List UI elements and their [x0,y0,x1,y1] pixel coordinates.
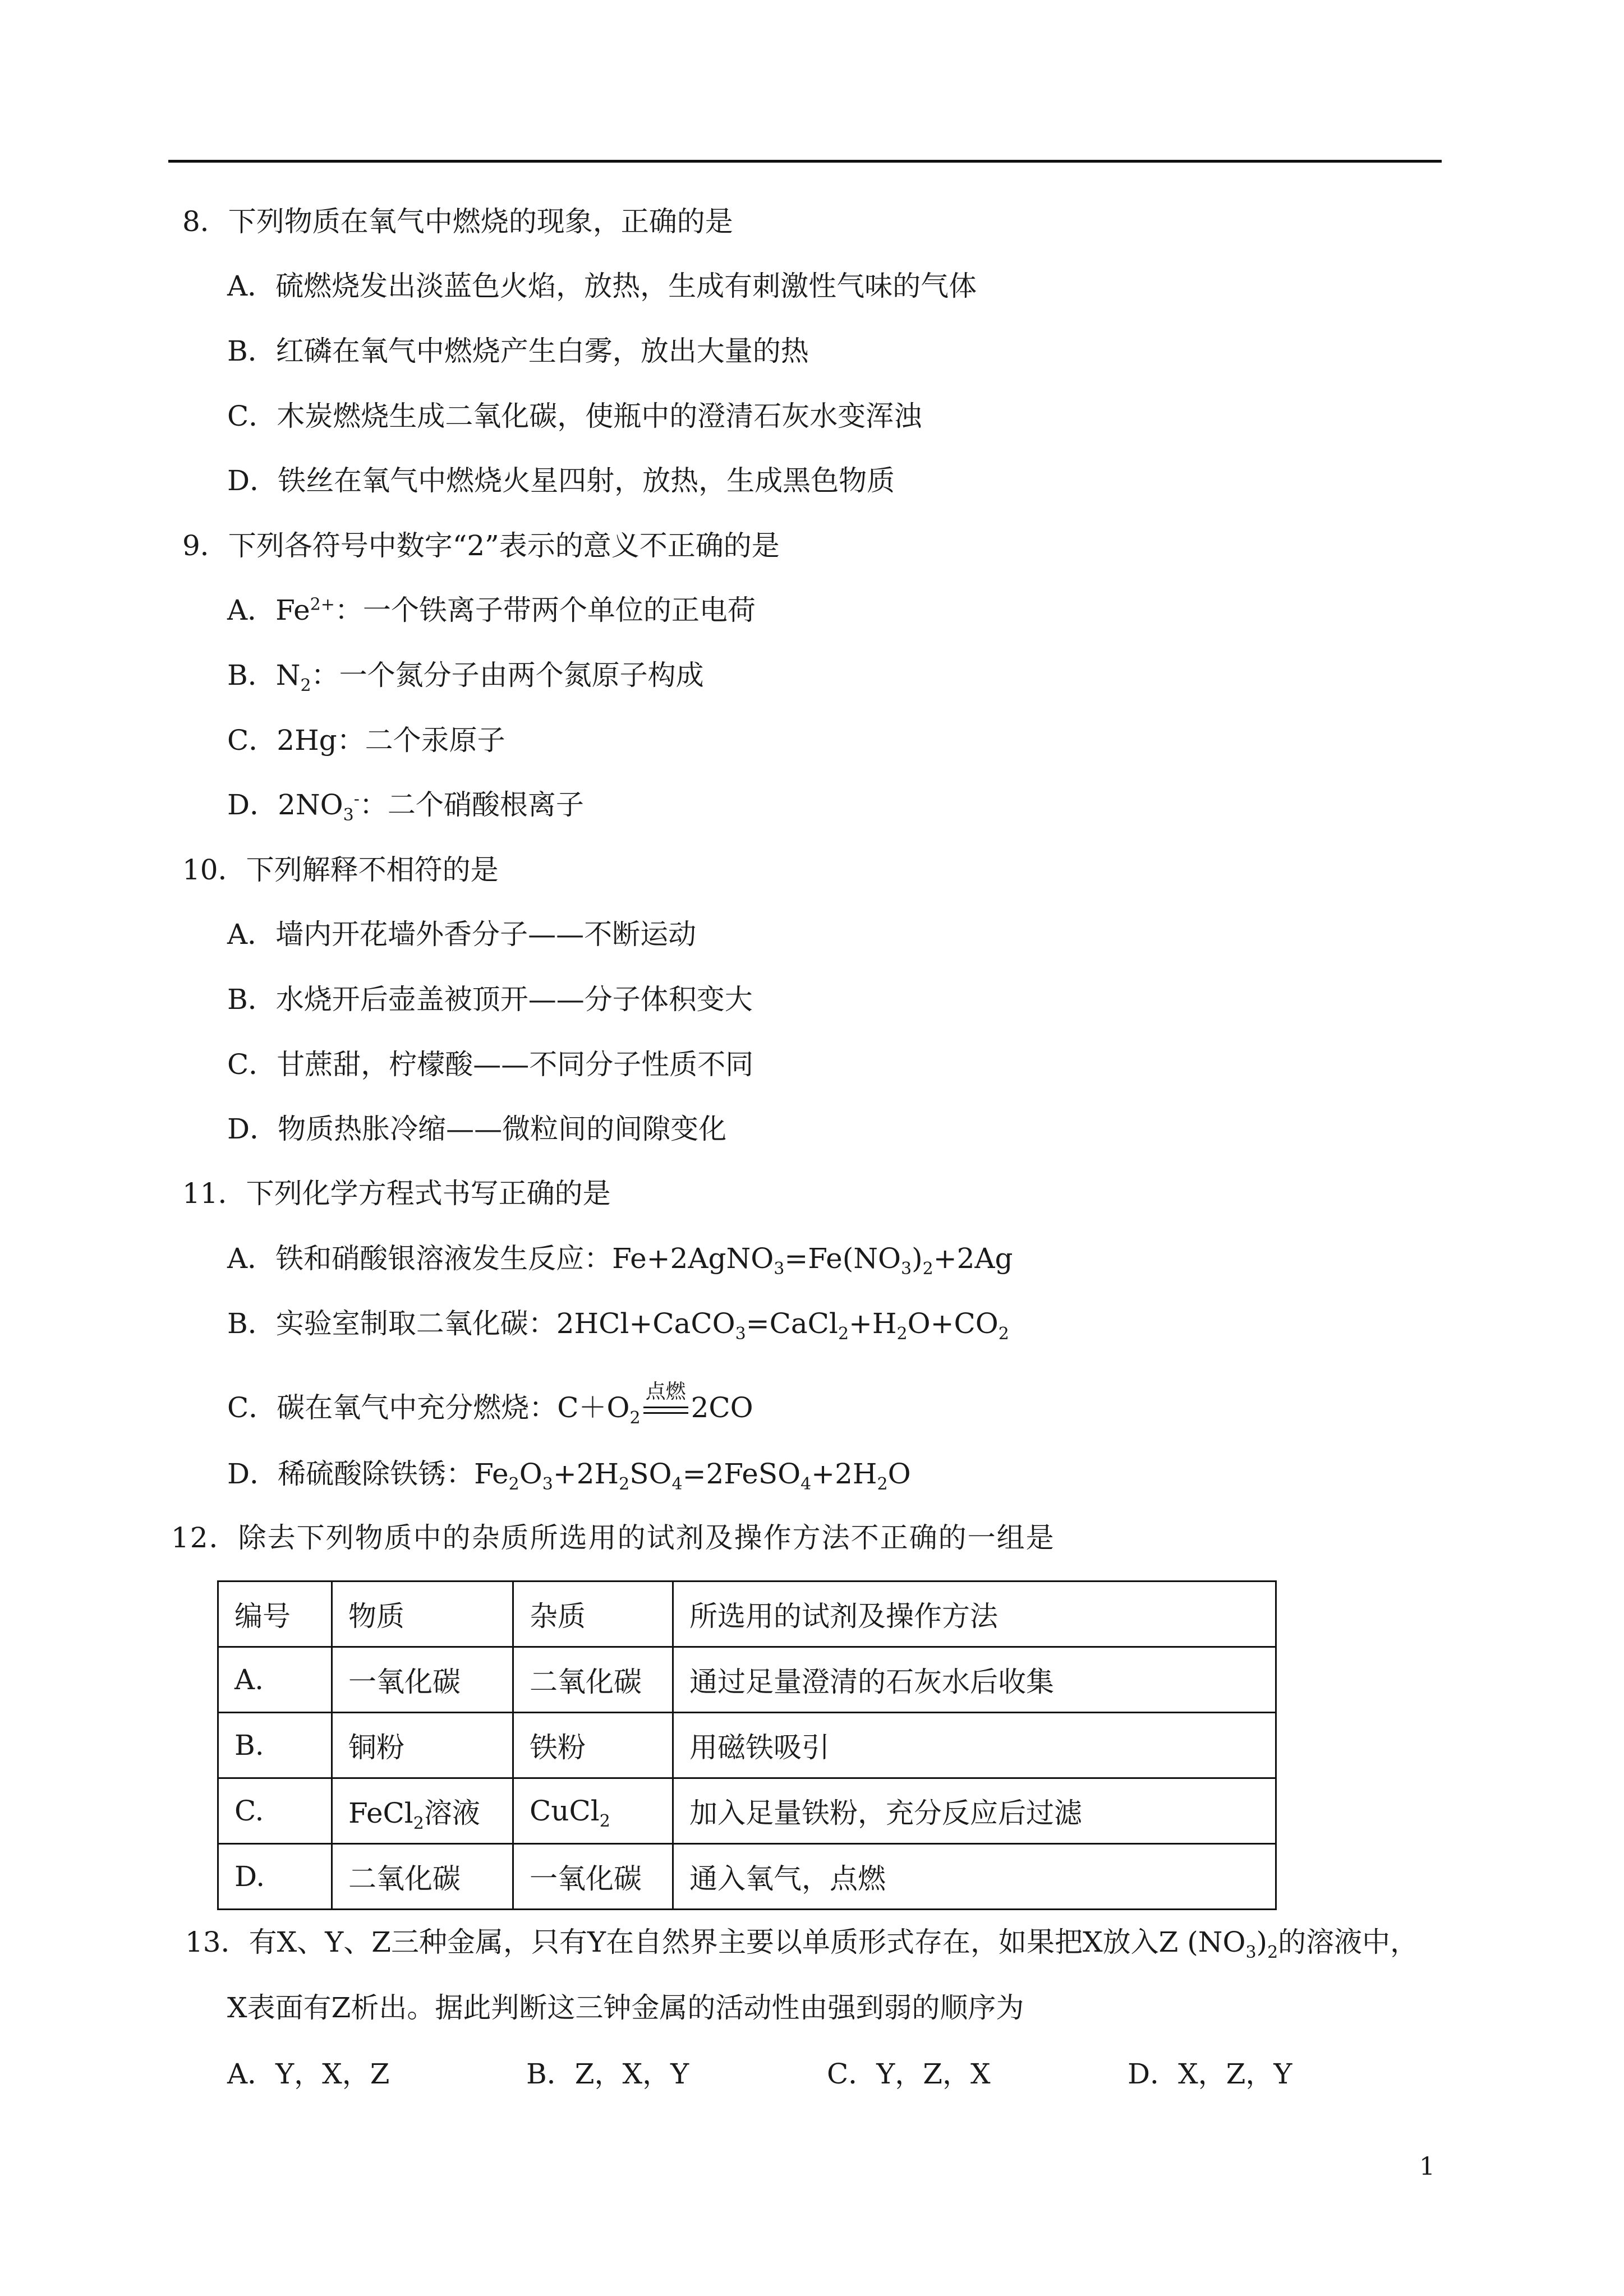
table-header-row [218,1582,1276,1647]
q13-choice-b: B．Z，X，Y [526,2058,689,2090]
q13-choice-d: D．X，Z，Y [1128,2058,1292,2090]
q8-option-d: D．铁丝在氧气中燃烧火星四射，放热，生成黑色物质 [227,464,895,497]
table-cell: FeCl$_2$溶液 [332,1778,513,1844]
table-cell: 加入足量铁粉，充分反应后过滤 [673,1778,1276,1844]
q9-option-a: A．$Fe^{2+}$：一个铁离子带两个单位的正电荷 [227,594,756,626]
table-cell: D. [218,1844,332,1910]
q13-stem-line2: X表面有Z析出。据此判断这三钟金属的活动性由强到弱的顺序为 [227,1991,1024,2024]
page-number: 1 [1419,2152,1435,2181]
table-cell: B. [218,1713,332,1778]
table-cell: 一氧化碳 [513,1844,673,1910]
table-cell: 铜粉 [332,1713,513,1778]
table-cell: CuCl$_2$ [513,1778,673,1844]
q11-option-d: D．稀硫酸除铁锈：$Fe_2O_3+2H_2SO_4=2FeSO_4+2H_2O$ [227,1458,911,1494]
q11-option-a: A．铁和硝酸银溶液发生反应：$Fe+2AgNO_3=Fe(NO_3)_2+2Ag$ [227,1242,1013,1279]
q9-option-d: D．$2NO_3^-$：二个硝酸根离子 [227,789,584,825]
table-cell: A. [218,1647,332,1713]
header-rule [168,160,1442,163]
table-cell: 二氧化碳 [332,1844,513,1910]
table-cell: 通入氧气，点燃 [673,1844,1276,1910]
q10-option-b: B．水烧开后壶盖被顶开——分子体积变大 [227,983,753,1016]
q13-stem: 13．有X、Y、Z三种金属，只有Y在自然界主要以单质形式存在，如果把X放入Z $(NO_3)_2$的溶液中， [185,1926,1419,1962]
table-row [218,1713,1276,1778]
table-header-cell: 杂质 [513,1582,673,1647]
table-cell: 二氧化碳 [513,1647,673,1713]
q8-option-b: B．红磷在氧气中燃烧产生白雾，放出大量的热 [227,335,809,367]
table-cell: 通过足量澄清的石灰水后收集 [673,1647,1276,1713]
q10-option-a: A．墙内开花墙外香分子——不断运动 [227,918,697,951]
q10-option-d: D．物质热胀冷缩——微粒间的间隙变化 [227,1113,727,1145]
table-cell: 铁粉 [513,1713,673,1778]
q8-option-a: A．硫燃烧发出淡蓝色火焰，放热，生成有刺激性气味的气体 [227,270,977,302]
reaction-condition-sign: 点燃 [641,1391,691,1424]
q8-option-c: C．木炭燃烧生成二氧化碳，使瓶中的澄清石灰水变浑浊 [227,400,922,432]
q13-choice-a: A．Y，X，Z [227,2058,390,2090]
q11-option-c: C．碳在氧气中充分燃烧：$C+O_2$ 点燃 2CO [227,1380,753,1428]
q8-stem: 8．下列物质在氧气中燃烧的现象，正确的是 [182,205,733,238]
table-cell: 一氧化碳 [332,1647,513,1713]
q9-option-b: B．$N_2$：一个氮分子由两个氮原子构成 [227,659,704,695]
table-row [218,1844,1276,1910]
q13-choice-c: C．Y，Z，X [827,2058,991,2090]
q10-option-c: C．甘蔗甜，柠檬酸——不同分子性质不同 [227,1048,754,1081]
q11-stem: 11．下列化学方程式书写正确的是 [182,1177,611,1210]
table-row [218,1647,1276,1713]
q12-stem: 12．除去下列物质中的杂质所选用的试剂及操作方法不正确的一组是 [171,1522,1055,1554]
q9-option-c: C．2Hg：二个汞原子 [227,724,505,757]
q9-stem: 9．下列各符号中数字“2”表示的意义不正确的是 [182,529,780,562]
table-cell: C. [218,1778,332,1844]
table-cell: 用磁铁吸引 [673,1713,1276,1778]
impurity-table [217,1580,1277,1910]
table-row [218,1778,1276,1844]
table-header-cell: 编号 [218,1582,332,1647]
q11-option-b: B．实验室制取二氧化碳：$2HCl+CaCO_3=CaCl_2+H_2O+CO_2$ [227,1307,1009,1344]
table-header-cell: 物质 [332,1582,513,1647]
q10-stem: 10．下列解释不相符的是 [182,854,499,886]
table-header-cell: 所选用的试剂及操作方法 [673,1582,1276,1647]
